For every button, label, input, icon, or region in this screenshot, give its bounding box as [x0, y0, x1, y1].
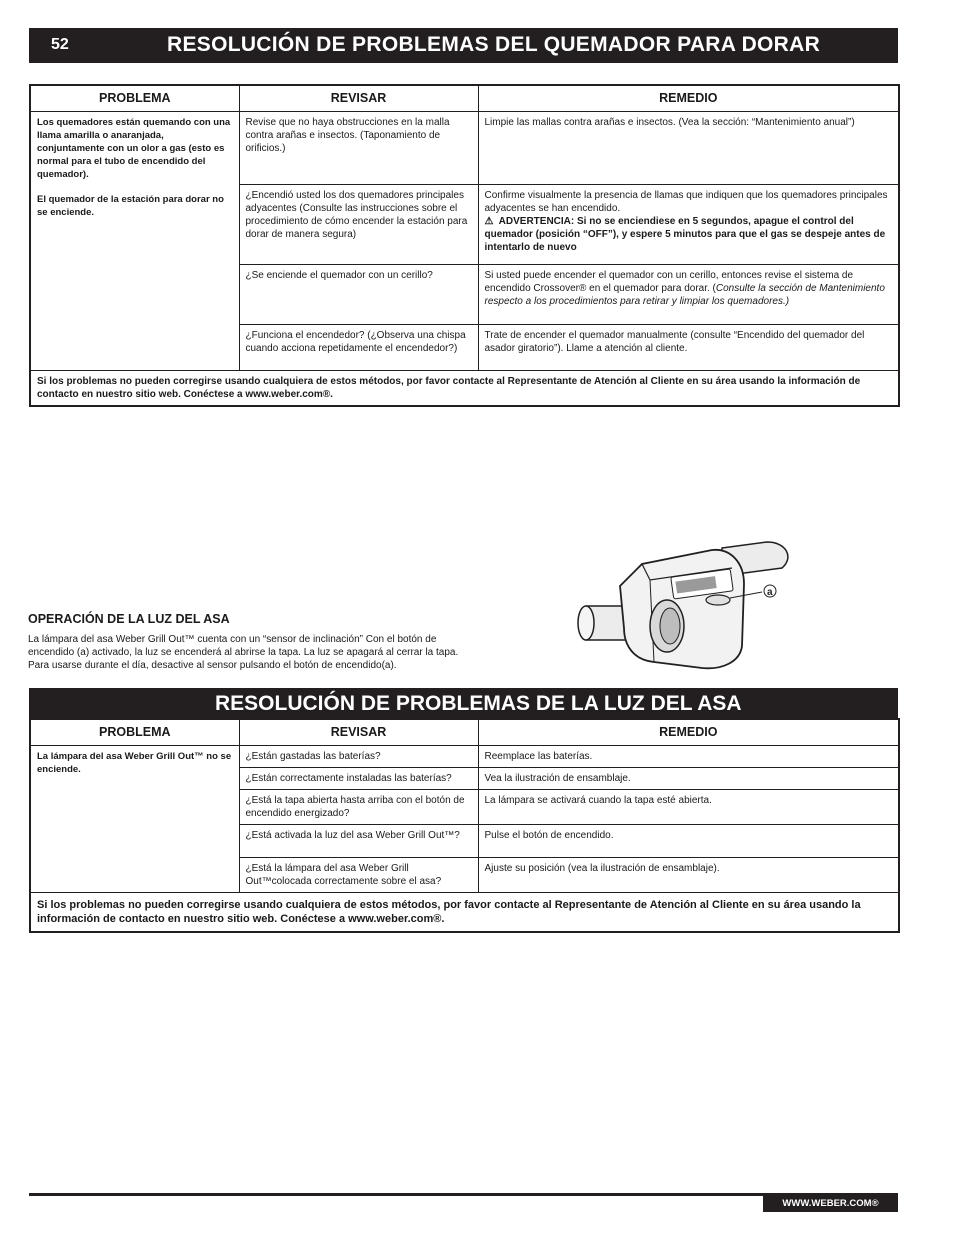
remedy-italic-text: Consulte la sección de Mantenimiento respecto a los procedimientos para retirar y limpiar los quemadores.)	[484, 283, 885, 307]
table-footer-note: Si los problemas no pueden corregirse usando cualquiera de estos métodos, por favor contacte al Representante de Atención al Cliente en su área usando la información de contacto en nuestro sitio web. Conéctese a www.weber.com®.	[30, 893, 899, 933]
check-cell: ¿Se enciende el quemador con un cerillo?	[239, 265, 478, 325]
check-cell: ¿Encendió usted los dos quemadores principales adyacentes (Consulte las instrucciones sobre el procedimiento de cómo encender la estación para dorar de manera segura)	[239, 185, 478, 265]
check-cell: ¿Funciona el encendedor? (¿Observa una chispa cuando acciona repetidamente el encendedor?)	[239, 325, 478, 371]
problem-cell	[30, 112, 239, 371]
problem-text: Los quemadores están quemando con una llama amarilla o anaranjada, conjuntamente con un olor a gas (esto es normal para el tubo de encendido del quemador).	[37, 117, 231, 180]
warning-icon: ⚠	[484, 216, 494, 227]
check-cell: ¿Están gastadas las baterías?	[239, 746, 478, 768]
column-header-check: REVISAR	[239, 719, 478, 746]
table-header-row	[30, 85, 899, 112]
warning-label: ADVERTENCIA: Si no se enciendiese en 5 segundos, apague el control del quemador (posición “OFF”), y espere 5 minutos para que el gas se despeje antes de intentarlo de nuevo	[484, 216, 886, 253]
remedy-cell: Ajuste su posición (vea la ilustración de ensamblaje).	[478, 858, 899, 893]
handle-light-illustration	[572, 528, 792, 678]
burner-troubleshooting-table	[29, 84, 900, 407]
table-row	[30, 746, 899, 768]
column-header-remedy: REMEDIO	[478, 85, 899, 112]
table-footer-row	[30, 893, 899, 933]
check-cell: ¿Está la tapa abierta hasta arriba con el botón de encendido energizado?	[239, 790, 478, 825]
table-footer-row	[30, 371, 899, 407]
remedy-cell: Limpie las mallas contra arañas e insectos. (Vea la sección: “Mantenimiento anual”)	[478, 112, 899, 185]
remedy-cell: La lámpara se activará cuando la tapa esté abierta.	[478, 790, 899, 825]
problem-cell: La lámpara del asa Weber Grill Out™ no se enciende.	[30, 746, 239, 893]
light-operation-heading: OPERACIÓN DE LA LUZ DEL ASA	[28, 612, 230, 626]
column-header-check: REVISAR	[239, 85, 478, 112]
section-header-bar	[29, 28, 898, 63]
section-title: RESOLUCIÓN DE PROBLEMAS DEL QUEMADOR PARA DORAR	[167, 33, 821, 56]
column-header-problem: PROBLEMA	[30, 719, 239, 746]
section-header-bar	[29, 688, 898, 720]
problem-text: El quemador de la estación para dorar no se enciende.	[37, 194, 224, 218]
column-header-remedy: REMEDIO	[478, 719, 899, 746]
check-cell: Revise que no haya obstrucciones en la malla contra arañas e insectos. (Taponamiento de orificios.)	[239, 112, 478, 185]
table-header-row	[30, 719, 899, 746]
section-title: RESOLUCIÓN DE PROBLEMAS DE LA LUZ DEL ASA	[215, 692, 742, 715]
remedy-text: Confirme visualmente la presencia de llamas que indiquen que los quemadores principales adyacentes se han encendido.	[484, 190, 888, 214]
remedy-cell: Pulse el botón de encendido.	[478, 825, 899, 858]
remedy-cell: Reemplace las baterías.	[478, 746, 899, 768]
light-operation-body: La lámpara del asa Weber Grill Out™ cuenta con un “sensor de inclinación” Con el botón de encendido (a) activado, la luz se encenderá al abrirse la tapa. La luz se apagará al cerrar la tapa. Para usarse durante el día, desactive al sensor pulsando el botón de encendido(a).	[28, 634, 459, 671]
handle-light-troubleshooting-table	[29, 718, 900, 933]
check-cell: ¿Está la lámpara del asa Weber Grill Out™colocada correctamente sobre el asa?	[239, 858, 478, 893]
remedy-cell: Trate de encender el quemador manualmente (consulte “Encendido del quemador del asador giratorio”). Llame a atención al cliente.	[478, 325, 899, 371]
warning-text	[485, 215, 893, 254]
remedy-cell: Vea la ilustración de ensamblaje.	[478, 768, 899, 790]
remedy-cell	[478, 185, 899, 265]
remedy-text: Si usted puede encender el quemador con un cerillo, entonces revise el sistema de encendido Crossover® en el quemador para dorar. (	[484, 270, 854, 294]
table-footer-note: Si los problemas no pueden corregirse usando cualquiera de estos métodos, por favor contacte al Representante de Atención al Cliente en su área usando la información de contacto en nuestro sitio web. Conéctese a www.weber.com®.	[30, 371, 899, 407]
remedy-cell	[478, 265, 899, 325]
check-cell: ¿Está activada la luz del asa Weber Grill Out™?	[239, 825, 478, 858]
page-number: 52	[51, 36, 69, 53]
column-header-problem: PROBLEMA	[30, 85, 239, 112]
table-row	[30, 112, 899, 185]
check-cell: ¿Están correctamente instaladas las baterías?	[239, 768, 478, 790]
callout-label: a	[767, 587, 773, 598]
footer-url[interactable]: WWW.WEBER.COM®	[763, 1196, 898, 1212]
